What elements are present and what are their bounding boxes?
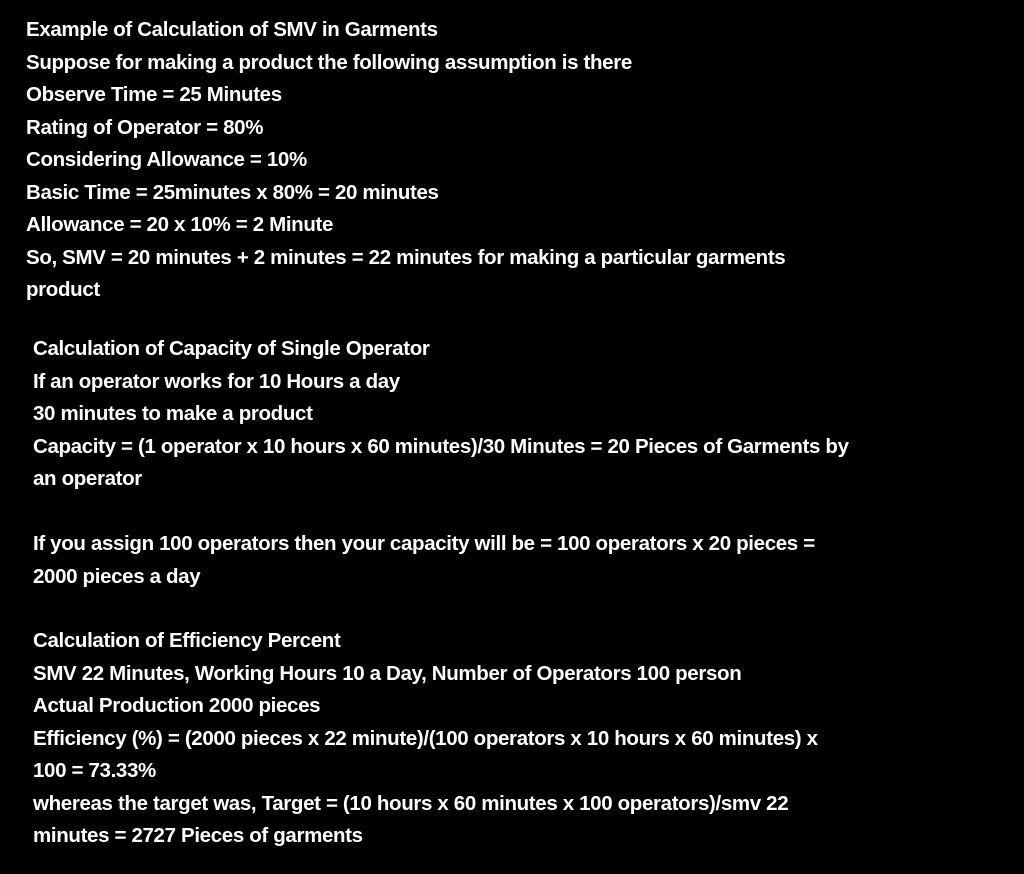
efficiency-line-result: 100 = 73.33% bbox=[33, 759, 156, 782]
efficiency-line-target: whereas the target was, Target = (10 hours x 60 minutes x 100 operators)/smv 22 bbox=[33, 791, 789, 815]
efficiency-line-formula: Efficiency (%) = (2000 pieces x 22 minute)/(100 operators x 10 hours x 60 minutes) x bbox=[33, 726, 818, 750]
efficiency-section-title: Calculation of Efficiency Percent bbox=[33, 629, 341, 652]
assign-line-result: 2000 pieces a day bbox=[33, 564, 201, 588]
smv-line-assumption: Suppose for making a product the following assumption is there bbox=[26, 50, 632, 74]
smv-calculation-section bbox=[26, 14, 785, 307]
capacity-calculation-section bbox=[33, 333, 849, 496]
smv-line-result-cont: product bbox=[26, 278, 100, 301]
capacity-line-hours: If an operator works for 10 Hours a day bbox=[33, 369, 400, 393]
smv-line-allowance: Allowance = 20 x 10% = 2 Minute bbox=[26, 213, 334, 236]
smv-line-rating: Rating of Operator = 80% bbox=[26, 115, 264, 139]
efficiency-line-inputs: SMV 22 Minutes, Working Hours 10 a Day, Number of Operators 100 person bbox=[33, 661, 742, 685]
capacity-line-minutes: 30 minutes to make a product bbox=[33, 402, 313, 425]
smv-line-observe-time: Observe Time = 25 Minutes bbox=[26, 83, 282, 106]
efficiency-line-target-result: minutes = 2727 Pieces of garments bbox=[33, 824, 363, 847]
capacity-section-title: Calculation of Capacity of Single Operator bbox=[33, 337, 430, 360]
capacity-line-formula: Capacity = (1 operator x 10 hours x 60 minutes)/30 Minutes = 20 Pieces of Garments by bbox=[33, 434, 849, 458]
assign-line-formula: If you assign 100 operators then your capacity will be = 100 operators x 20 pieces = bbox=[33, 532, 815, 555]
capacity-line-formula-cont: an operator bbox=[33, 467, 142, 490]
smv-line-allowance-pct: Considering Allowance = 10% bbox=[26, 148, 307, 171]
smv-section-title: Example of Calculation of SMV in Garments bbox=[26, 18, 438, 41]
efficiency-line-production: Actual Production 2000 pieces bbox=[33, 694, 321, 717]
smv-line-basic-time: Basic Time = 25minutes x 80% = 20 minutes bbox=[26, 180, 439, 204]
assign-operators-section bbox=[33, 528, 815, 593]
efficiency-calculation-section bbox=[33, 625, 818, 853]
smv-line-result: So, SMV = 20 minutes + 2 minutes = 22 minutes for making a particular garments bbox=[26, 245, 786, 269]
